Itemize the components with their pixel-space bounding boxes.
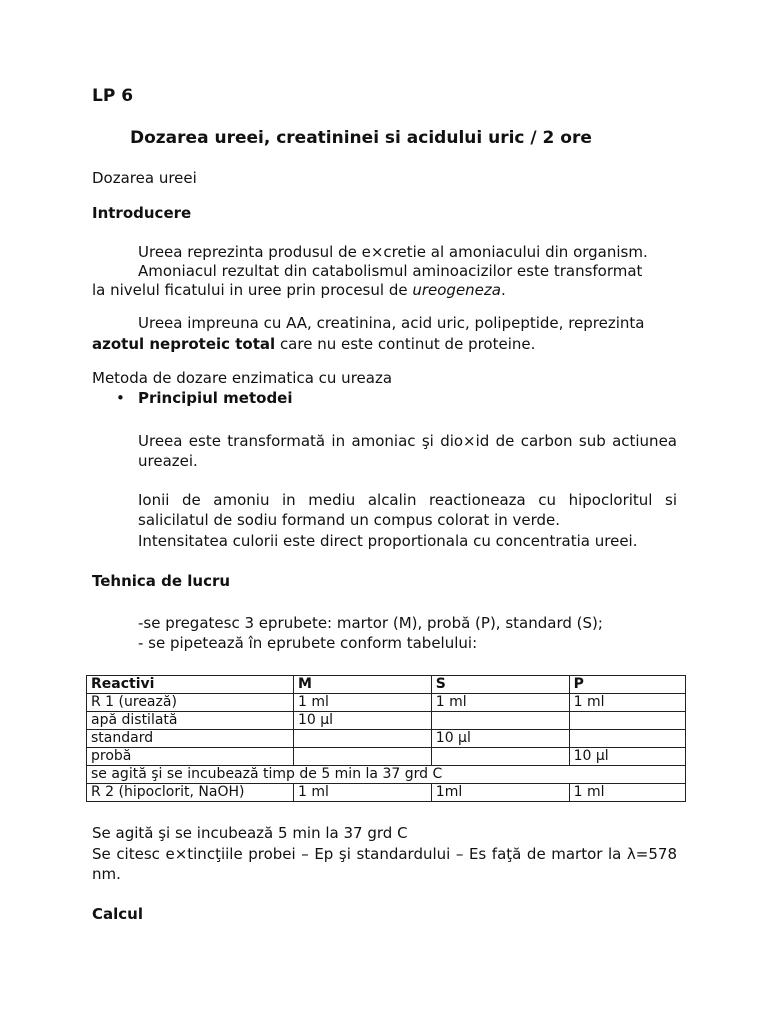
table-cell: 1ml: [431, 784, 569, 802]
after-table-line-1: Se agită şi se incubează 5 min la 37 grd C: [92, 824, 408, 842]
after-table-line-2: Se citesc e×tincţiile probei – Ep şi standardului – Es faţă de martor la λ=578 nm.: [92, 845, 677, 883]
table-cell: probă: [87, 748, 294, 766]
table-row: [87, 748, 686, 766]
table-cell: [569, 730, 685, 748]
section-heading-dozarea-ureei: Dozarea ureei: [92, 169, 197, 187]
table-cell: [569, 712, 685, 730]
technique-line-2: - se pipetează în eprubete conform tabelului:: [138, 634, 478, 652]
intro-paragraph-line-3: [92, 280, 506, 300]
ureogeneza-term: ureogeneza: [412, 281, 501, 299]
table-cell: R 1 (urează): [87, 694, 294, 712]
table-cell: 10 µl: [431, 730, 569, 748]
table-cell: 10 µl: [293, 712, 431, 730]
table-cell: standard: [87, 730, 294, 748]
intro-paragraph-2-line-1: Ureea impreuna cu AA, creatinina, acid uric, polipeptide, reprezinta: [138, 314, 645, 332]
table-cell: [431, 712, 569, 730]
lab-number: LP 6: [92, 86, 134, 106]
calc-heading: Calcul: [92, 905, 143, 923]
technique-line-1: -se pregatesc 3 eprubete: martor (M), probă (P), standard (S);: [138, 614, 603, 632]
azot-neproteic-term: azotul neproteic total: [92, 335, 276, 353]
table-header-row: [87, 676, 686, 694]
intro-paragraph-2-line-2: [92, 334, 535, 354]
table-cell: 1 ml: [431, 694, 569, 712]
table-cell: [293, 730, 431, 748]
intro-paragraph-line-1: Ureea reprezinta produsul de e×cretie al amoniacului din organism.: [138, 243, 648, 261]
table-header-cell: Reactivi: [87, 676, 294, 694]
table-row: [87, 694, 686, 712]
table-cell: 1 ml: [293, 784, 431, 802]
technique-heading: Tehnica de lucru: [92, 572, 231, 590]
principle-paragraph-2: Ionii de amoniu in mediu alcalin reactioneaza cu hipocloritul si salicilatul de sodiu formand un compus colorat in verde.: [138, 491, 677, 529]
table-cell: 1 ml: [569, 784, 685, 802]
intro-paragraph-2-rest: care nu este continut de proteine.: [275, 335, 536, 353]
method-heading: Metoda de dozare enzimatica cu ureaza: [92, 369, 393, 387]
intro-paragraph-line-2: Amoniacul rezultat din catabolismul aminoacizilor este transformat: [138, 262, 643, 280]
intro-text: la nivelul ficatului in uree prin procesul de: [92, 281, 413, 299]
principle-paragraph-3: Intensitatea culorii este direct proportionala cu concentratia ureei.: [138, 532, 638, 550]
reagents-table: [86, 675, 686, 802]
table-cell: 1 ml: [569, 694, 685, 712]
table-row-merged: [87, 766, 686, 784]
table-merged-cell: se agită şi se incubează timp de 5 min la 37 grd C: [87, 766, 686, 784]
table-header-cell: S: [431, 676, 569, 694]
page-title: Dozarea ureei, creatininei si acidului uric / 2 ore: [130, 128, 592, 148]
bullet-icon: •: [116, 389, 125, 407]
intro-period: .: [500, 281, 506, 299]
table-cell: [293, 748, 431, 766]
section-heading-introducere: Introducere: [92, 204, 192, 222]
table-cell: [431, 748, 569, 766]
table-row: [87, 784, 686, 802]
table-header-cell: P: [569, 676, 685, 694]
table-cell: 10 µl: [569, 748, 685, 766]
table-cell: apă distilată: [87, 712, 294, 730]
table-row: [87, 730, 686, 748]
principle-paragraph-1: Ureea este transformată in amoniac şi dio×id de carbon sub actiunea ureazei.: [138, 432, 677, 470]
table-cell: 1 ml: [293, 694, 431, 712]
table-cell: R 2 (hipoclorit, NaOH): [87, 784, 294, 802]
principle-heading: Principiul metodei: [138, 389, 293, 407]
table-header-cell: M: [293, 676, 431, 694]
table-row: [87, 712, 686, 730]
